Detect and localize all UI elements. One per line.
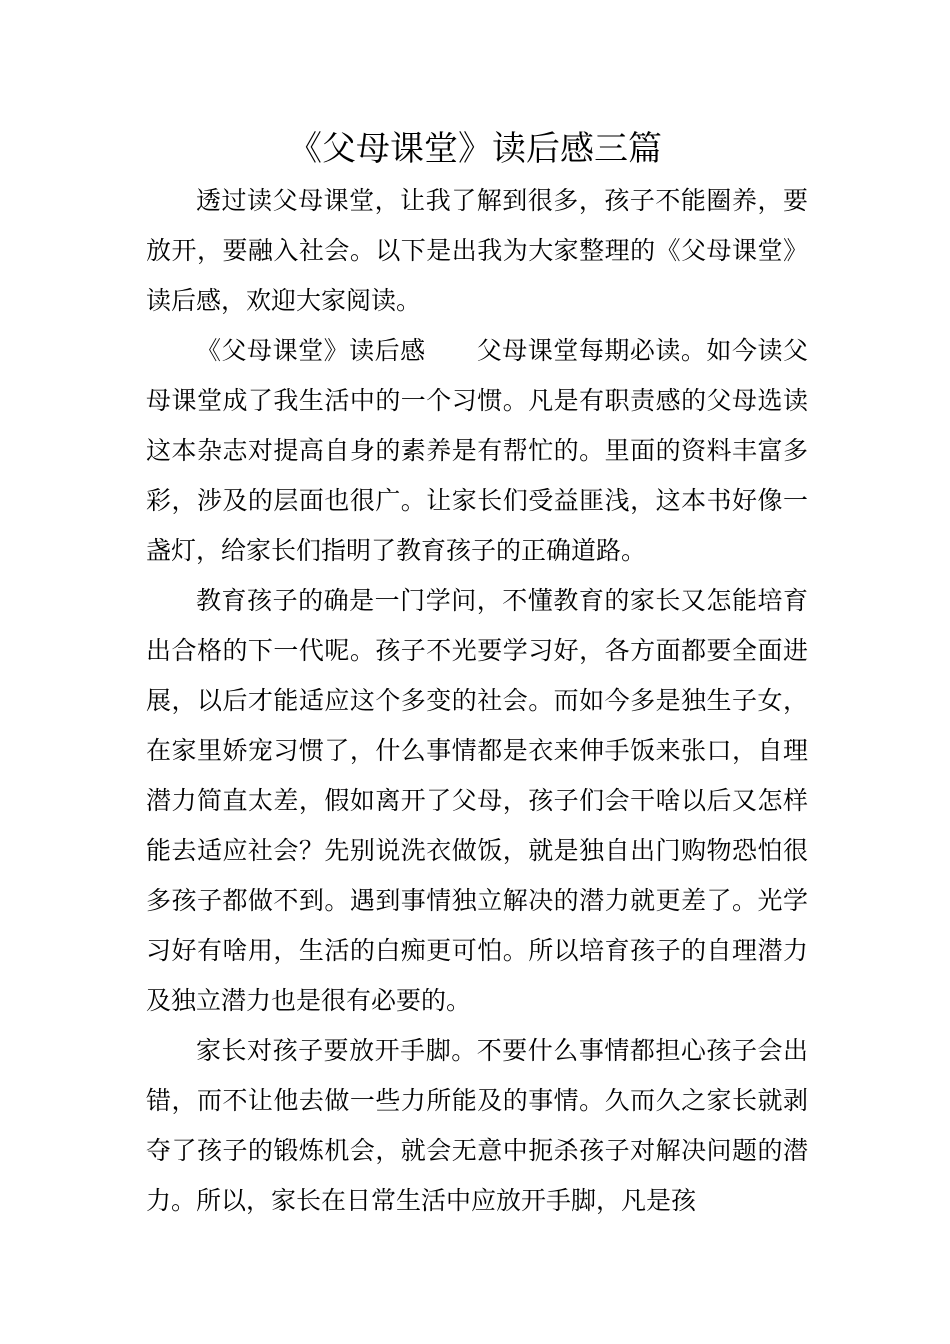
paragraph-first-review: 《父母课堂》读后感 父母课堂每期必读。如今读父母课堂成了我生活中的一个习惯。凡是有职责感的父母选读这本杂志对提高自身的素养是有帮忙的。里面的资料丰富多彩，涉及的层面也很广。让家长们受益匪浅，这本书好像一盏灯，给家长们指明了教育孩子的正确道路。 <box>146 336 808 565</box>
document-title: 《父母课堂》读后感三篇 <box>288 129 662 169</box>
paragraph-education: 教育孩子的确是一门学问，不懂教育的家长又怎能培育出合格的下一代呢。孩子不光要学习好，各方面都要全面进展，以后才能适应这个多变的社会。而如今多是独生子女，在家里娇宠习惯了，什么事情都是衣来伸手饭来张口，自理潜力简直太差，假如离开了父母，孩子们会干啥以后又怎样能去适应社会？先别说洗衣做饭，就是独自出门购物恐怕很多孩子都做不到。遇到事情独立解决的潜力就更差了。光学习好有啥用，生活的白痴更可怕。所以培育孩子的自理潜力及独立潜力也是很有必要的。 <box>146 586 808 1015</box>
paragraph-intro: 透过读父母课堂，让我了解到很多，孩子不能圈养，要放开，要融入社会。以下是出我为大家整理的《父母课堂》读后感，欢迎大家阅读。 <box>146 186 808 315</box>
document-body <box>146 176 808 1226</box>
paragraph-let-go: 家长对孩子要放开手脚。不要什么事情都担心孩子会出错，而不让他去做一些力所能及的事情。久而久之家长就剥夺了孩子的锻炼机会，就会无意中扼杀孩子对解决问题的潜力。所以，家长在日常生活中应放开手脚，凡是孩 <box>146 1036 808 1215</box>
